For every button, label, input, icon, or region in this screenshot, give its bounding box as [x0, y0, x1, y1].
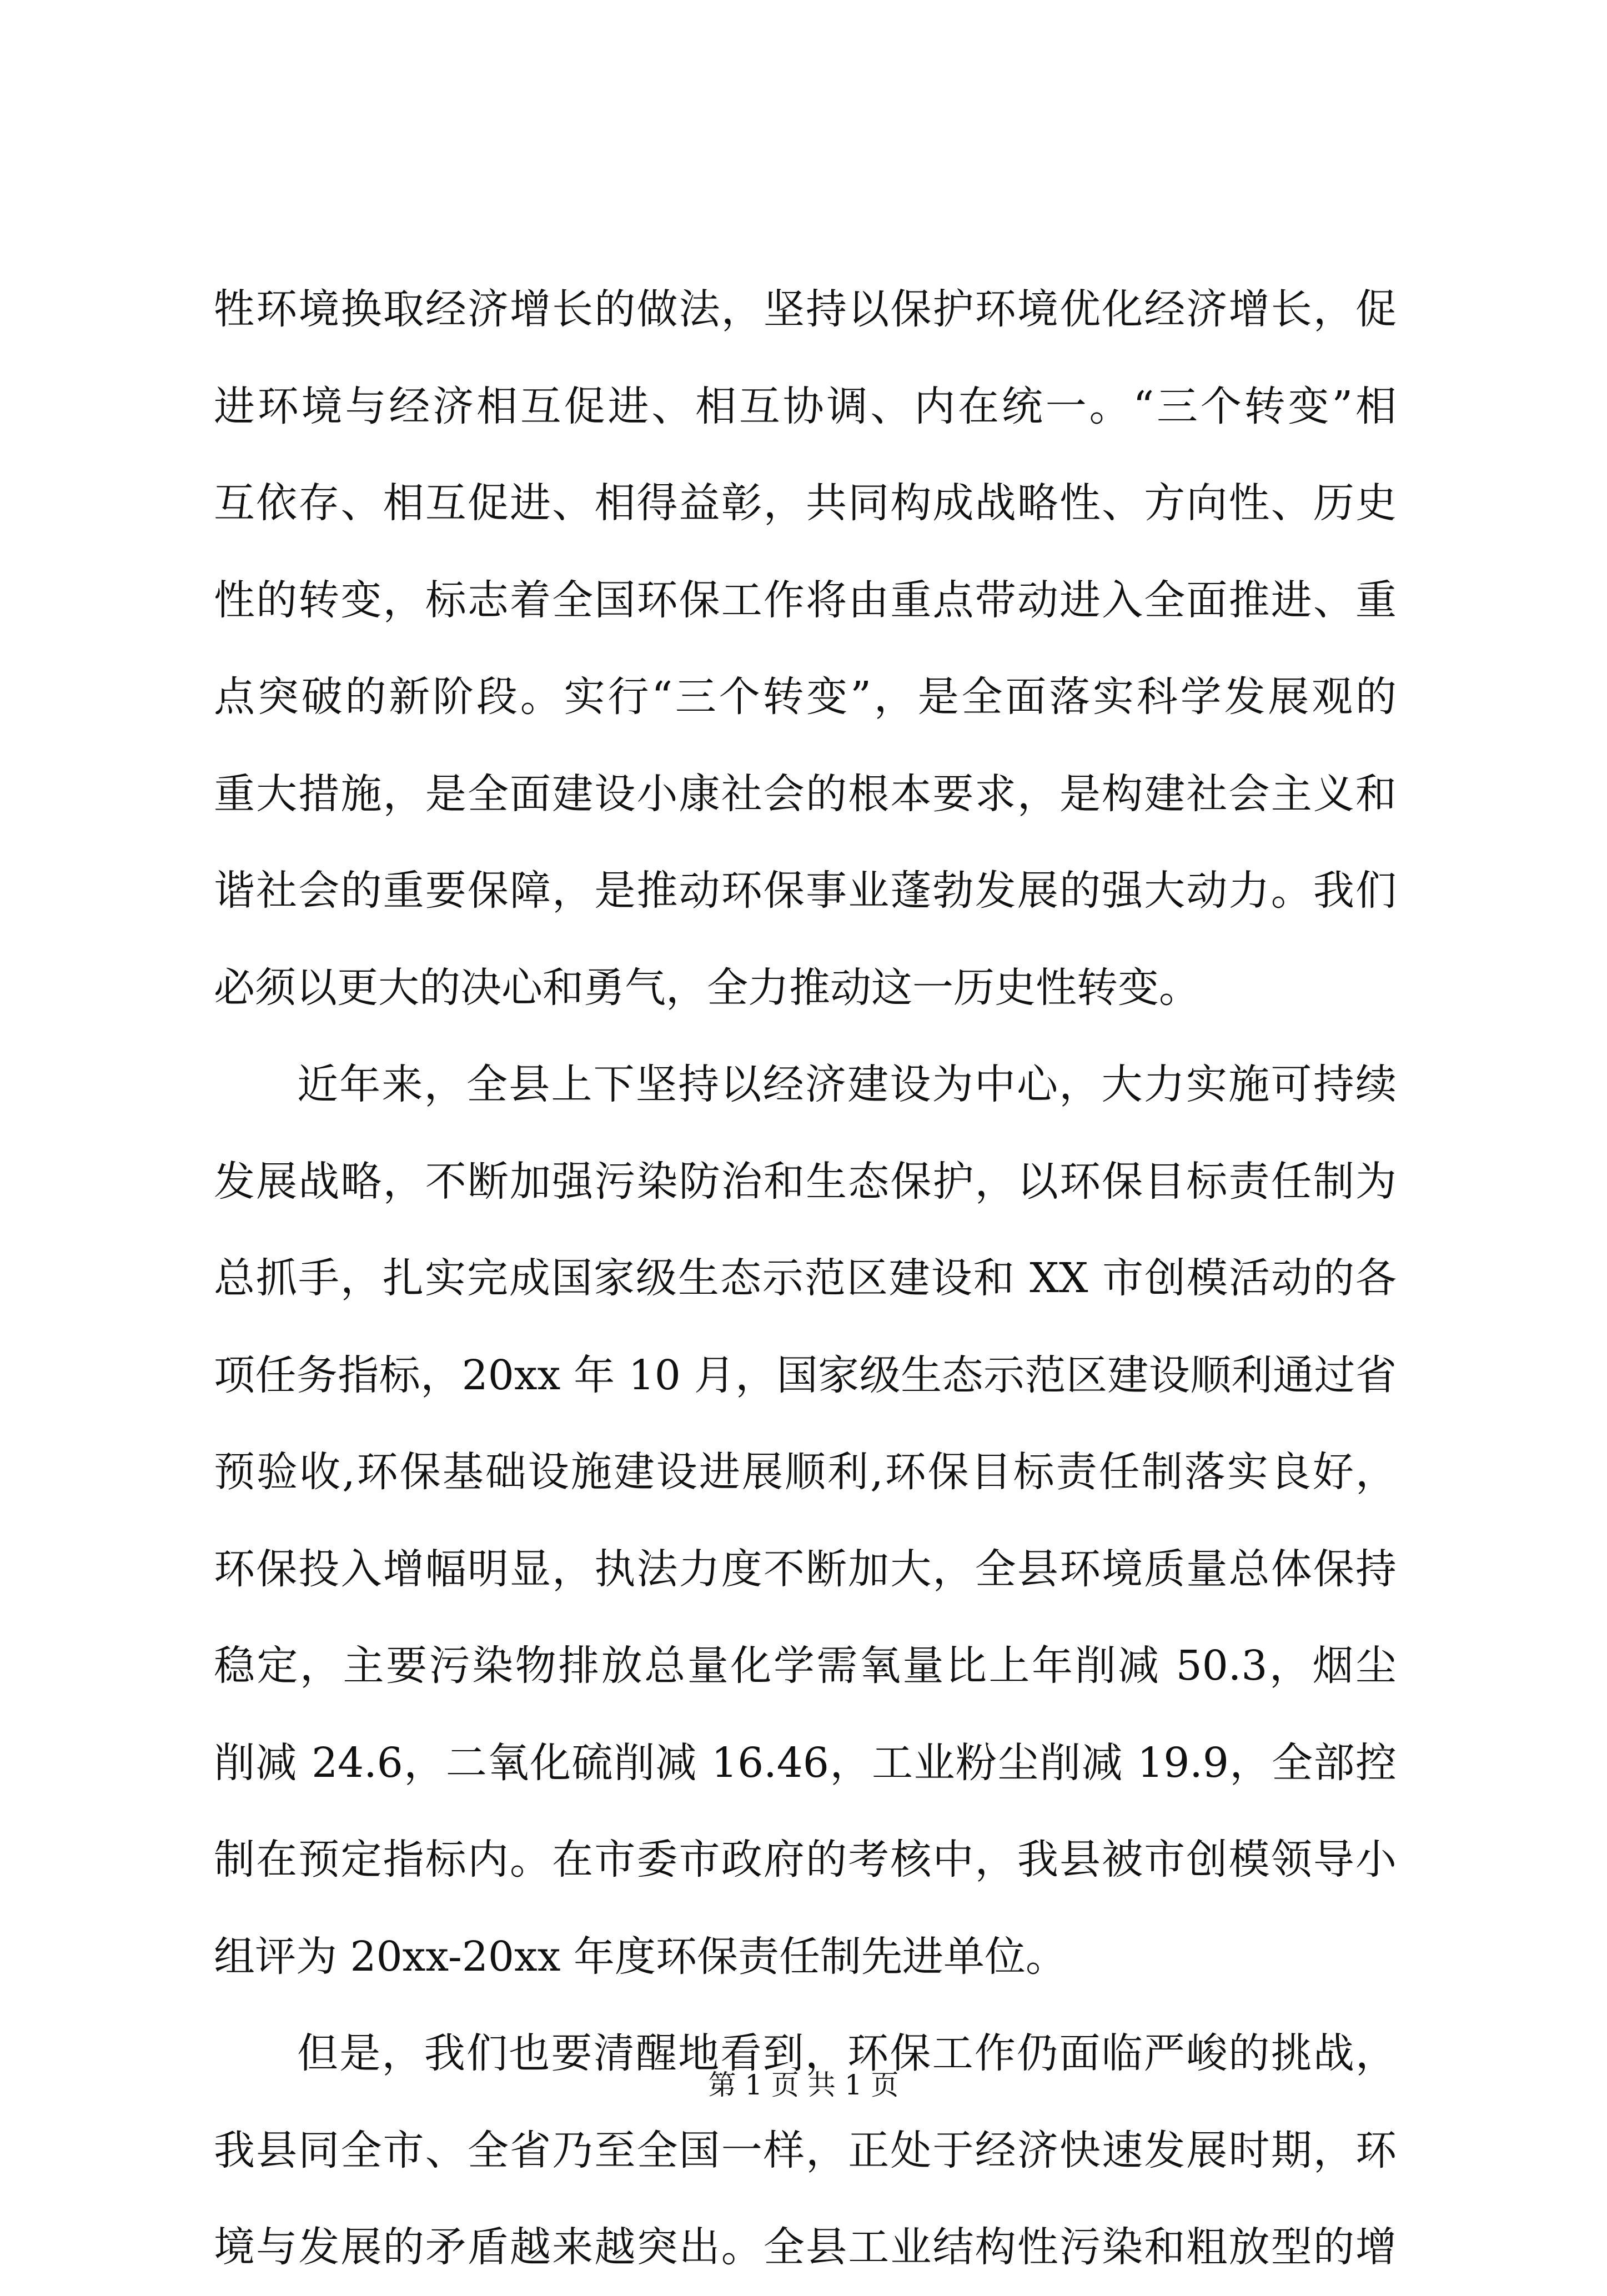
- text-line: 项任务指标，20xx 年 10 月，国家级生态示范区建设顺利通过省: [214, 1351, 1397, 1399]
- text-line: 进环境与经济相互促进、相互协调、内在统一。“三个转变”相: [214, 382, 1397, 430]
- text-line: 点突破的新阶段。实行“三个转变”，是全面落实科学发展观的: [214, 673, 1397, 721]
- text-line: 境与发展的矛盾越来越突出。全县工业结构性污染和粗放型的增: [214, 2223, 1397, 2271]
- text-line: 削减 24.6，二氧化硫削减 16.46，工业粉尘削减 19.9，全部控: [214, 1739, 1397, 1787]
- text-line: 谐社会的重要保障，是推动环保事业蓬勃发展的强大动力。我们: [214, 867, 1397, 915]
- text-line: 发展战略，不断加强污染防治和生态保护，以环保目标责任制为: [214, 1157, 1397, 1205]
- text-line: 互依存、相互促进、相得益彰，共同构成战略性、方向性、历史: [214, 479, 1397, 527]
- text-line: 重大措施，是全面建设小康社会的根本要求，是构建社会主义和: [214, 770, 1397, 818]
- text-line: 我县同全市、全省乃至全国一样，正处于经济快速发展时期，环: [214, 2126, 1397, 2174]
- text-line: 稳定，主要污染物排放总量化学需氧量比上年削减 50.3，烟尘: [214, 1642, 1397, 1690]
- text-line: 总抓手，扎实完成国家级生态示范区建设和 XX 市创模活动的各: [214, 1254, 1397, 1302]
- text-line: 组评为 20xx-20xx 年度环保责任制先进单位。: [214, 1932, 1067, 1981]
- text-line: 预验收,环保基础设施建设进展顺利,环保目标责任制落实良好，: [214, 1448, 1397, 1496]
- paragraph-start-line: 但是，我们也要清醒地看到，环保工作仍面临严峻的挑战，: [297, 2029, 1397, 2077]
- text-line: 性的转变，标志着全国环保工作将由重点带动进入全面推进、重: [214, 576, 1397, 624]
- body-text: [214, 261, 1397, 2296]
- page-number-footer: 第 1 页 共 1 页: [708, 2069, 899, 2101]
- text-line: 牲环境换取经济增长的做法，坚持以保护环境优化经济增长，促: [214, 285, 1397, 333]
- text-line: 制在预定指标内。在市委市政府的考核中，我县被市创模领导小: [214, 1836, 1397, 1883]
- paragraph-start-line: 近年来，全县上下坚持以经济建设为中心，大力实施可持续: [297, 1061, 1397, 1108]
- text-line: 环保投入增幅明显，执法力度不断加大，全县环境质量总体保持: [214, 1545, 1397, 1593]
- text-line: 必须以更大的决心和勇气，全力推动这一历史性转变。: [214, 963, 1200, 1012]
